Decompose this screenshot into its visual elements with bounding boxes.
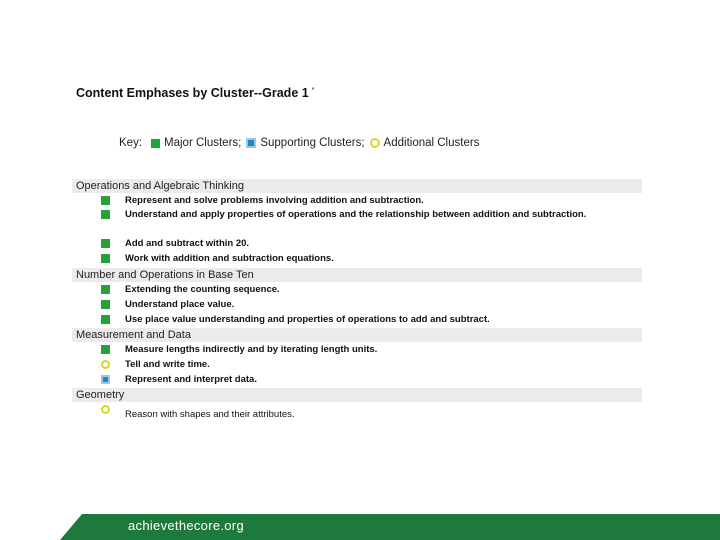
footer-bar: [0, 514, 720, 540]
cluster-text: Work with addition and subtraction equations.: [125, 253, 334, 264]
major-cluster-square-icon: [101, 285, 110, 294]
cluster-item: [101, 343, 621, 357]
key-additional-label: Additional Clusters: [383, 137, 480, 149]
key-major-label: Major Clusters;: [164, 137, 242, 149]
cluster-text: Represent and interpret data.: [125, 374, 257, 385]
footer-site-link[interactable]: achievethecore.org: [128, 518, 244, 533]
major-cluster-square-icon: [101, 300, 110, 309]
title-footnote-marker: *: [311, 86, 315, 94]
cluster-text: Understand and apply properties of operations and the relationship between addition and subtraction.: [125, 209, 587, 220]
key-supporting-label: Supporting Clusters;: [260, 137, 365, 149]
cluster-text: Measure lengths indirectly and by iterating length units.: [125, 344, 378, 355]
domain-header-nbt: Number and Operations in Base Ten: [72, 268, 642, 282]
cluster-item: [101, 313, 621, 327]
additional-cluster-circle-icon: [101, 405, 110, 414]
major-cluster-square-icon: [101, 315, 110, 324]
cluster-item: [101, 403, 621, 422]
title-main: Content Emphases by Cluster--: [76, 86, 263, 100]
cluster-item: [101, 237, 621, 251]
cluster-text: Understand place value.: [125, 299, 235, 310]
cluster-text: Extending the counting sequence.: [125, 284, 280, 295]
cluster-text: Use place value understanding and properties of operations to add and subtract.: [125, 314, 490, 325]
major-cluster-square-icon: [101, 210, 110, 219]
cluster-item: [101, 358, 621, 372]
major-cluster-square-icon: [101, 345, 110, 354]
footer-bar-shape: [0, 514, 720, 540]
major-cluster-square-icon: [101, 196, 110, 205]
title-grade: Grade 1: [262, 86, 309, 100]
supporting-cluster-square-icon: [101, 375, 110, 384]
cluster-item: [101, 252, 621, 266]
domain-header-md: Measurement and Data: [72, 328, 642, 342]
domain-header-oa: Operations and Algebraic Thinking: [72, 179, 642, 193]
major-cluster-square-icon: [151, 139, 160, 148]
cluster-text: Add and subtract within 20.: [125, 238, 250, 249]
cluster-text: Reason with shapes and their attributes.: [125, 409, 295, 420]
key-label: Key:: [119, 137, 143, 149]
cluster-item: [101, 373, 621, 387]
cluster-text: Tell and write time.: [125, 359, 210, 370]
legend-key: [119, 137, 479, 149]
page-title: [76, 86, 314, 100]
cluster-item: [101, 208, 621, 222]
domain-header-g: Geometry: [72, 388, 642, 402]
additional-cluster-circle-icon: [101, 360, 110, 369]
cluster-item: [101, 194, 621, 208]
cluster-item: [101, 283, 621, 297]
cluster-text: Represent and solve problems involving addition and subtraction.: [125, 195, 424, 206]
additional-cluster-circle-icon: [370, 138, 380, 148]
major-cluster-square-icon: [101, 254, 110, 263]
cluster-item: [101, 298, 621, 312]
major-cluster-square-icon: [101, 239, 110, 248]
supporting-cluster-square-icon: [246, 138, 256, 148]
